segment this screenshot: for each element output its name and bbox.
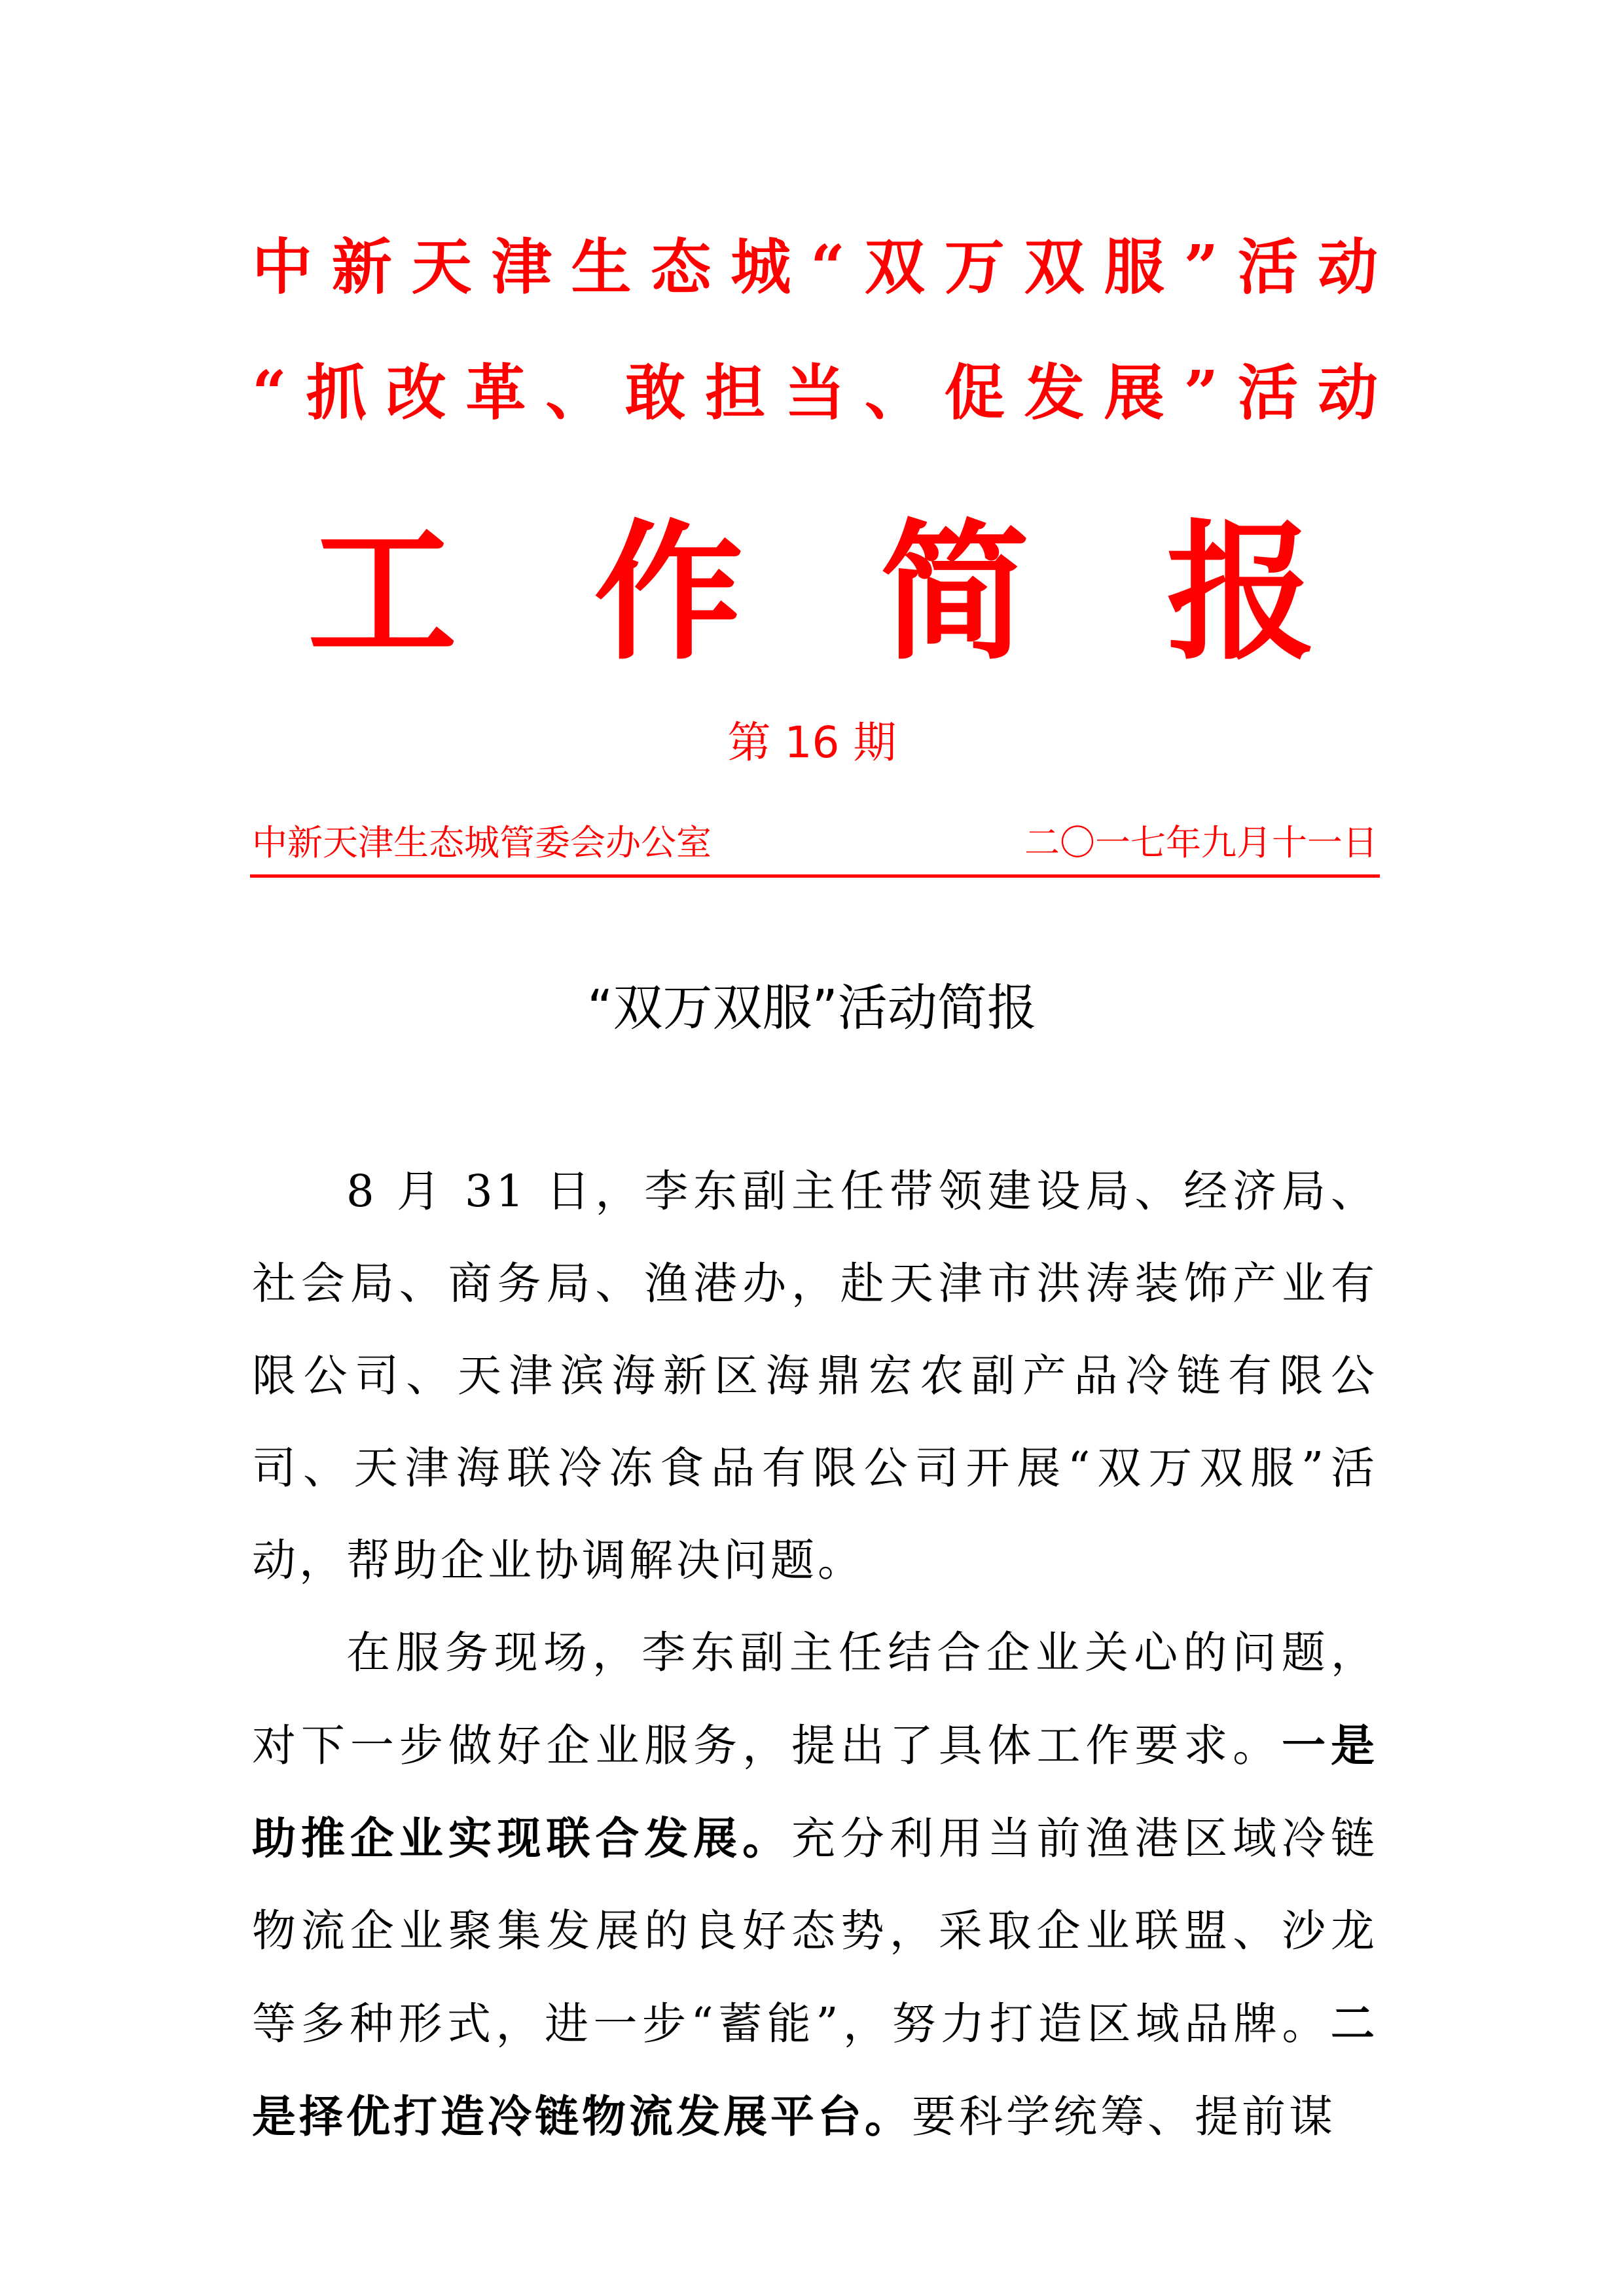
paragraph-segment: 充分利用当前渔港区域冷链物流企业聚集发展的良好态势，采取企业联盟、沙龙等多种形式，进一步“蓄能”，努力打造区域品牌。 (252, 1813, 1378, 2049)
bold-point-1: 一是助推企业实现联合发展。 (252, 1719, 1379, 1864)
article-paragraph-1 (252, 1145, 1378, 1607)
masthead-char: 简 (880, 505, 1030, 680)
issue-number: 第 16 期 (727, 717, 897, 768)
header-line-2: “抓改革、敢担当、促发展”活动 (252, 357, 1378, 428)
issue-date: 二〇一七年九月十一日 (1024, 822, 1378, 863)
masthead-char: 作 (594, 505, 744, 680)
paragraph-segment: 要科学统筹、提前谋 (912, 2091, 1336, 2142)
header-line-1: 中新天津生态城“双万双服”活动 (252, 232, 1378, 302)
masthead-title (308, 505, 1316, 680)
issuer-office: 中新天津生态城管委会办公室 (252, 822, 712, 863)
paragraph-segment: 在服务现场，李东副主任结合企业关心的问题，对下一步做好企业服务，提出了具体工作要求。 (252, 1627, 1378, 1771)
article-title: “双万双服”活动简报 (587, 978, 1037, 1037)
bold-point-2: 二是择优打造冷链物流发展平台。 (252, 1998, 1378, 2142)
masthead-char: 工 (308, 505, 457, 680)
issuer-row (252, 817, 1378, 869)
paragraph-text: 8 月 31 日，李东副主任带领建设局、经济局、社会局、商务局、渔港办，赴天津市洪涛装饰产业有限公司、天津滨海新区海鼎宏农副产品冷链有限公司、天津海联冷冻食品有限公司开展“双万双服”活动，帮助企业协调解决问题。 (252, 1166, 1378, 1586)
paragraph-text (252, 1607, 1378, 2163)
article-paragraph-2 (252, 1607, 1378, 2163)
masthead-char: 报 (1166, 505, 1316, 680)
red-divider-rule (250, 874, 1380, 878)
